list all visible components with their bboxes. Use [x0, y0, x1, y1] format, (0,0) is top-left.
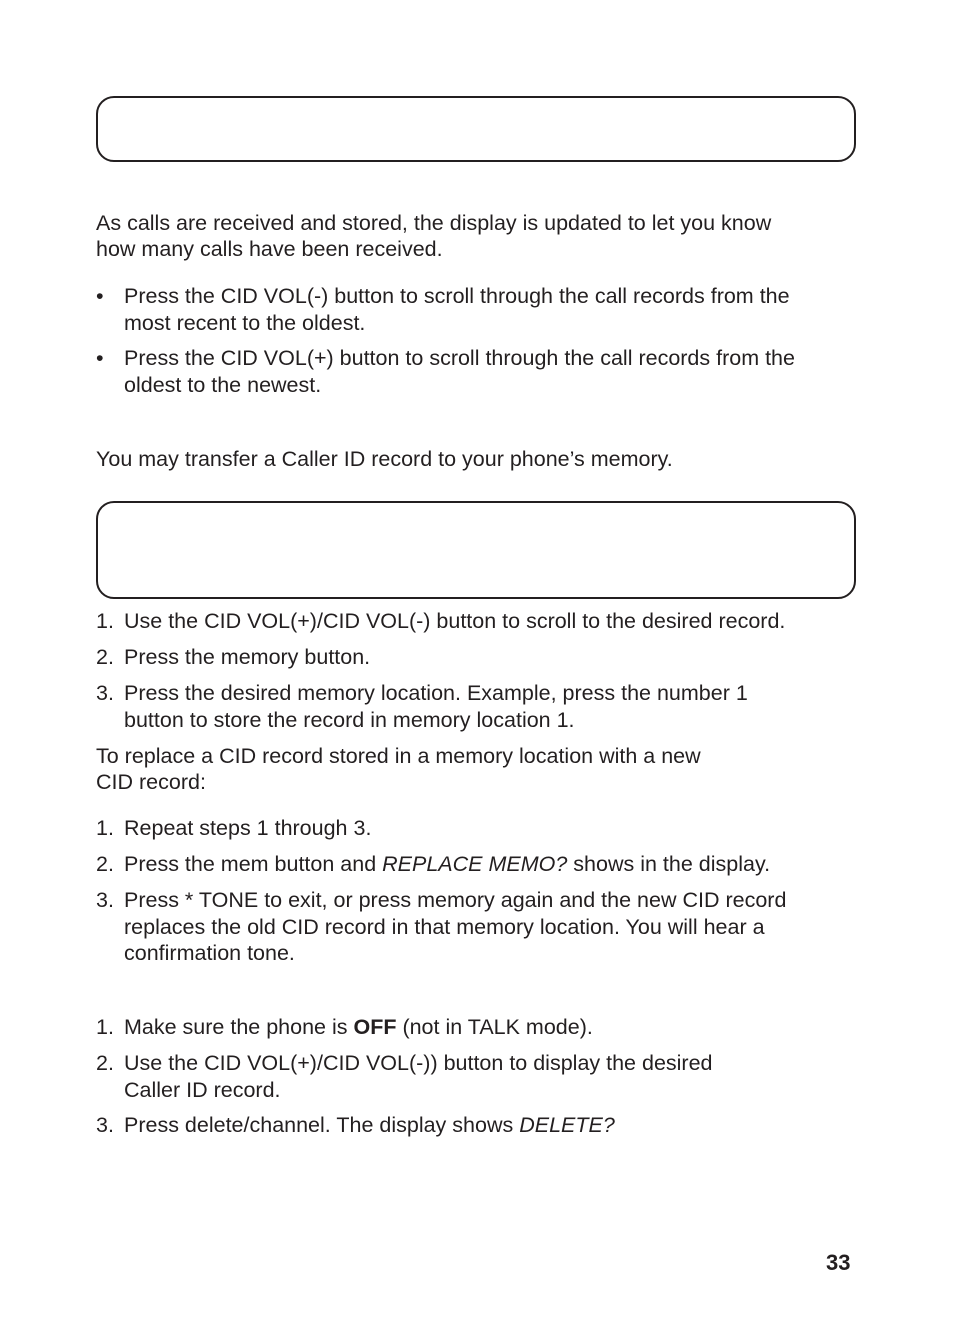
- step-number: 2.: [96, 1051, 114, 1075]
- step-number: 1.: [96, 609, 114, 633]
- step-text-line: button to store the record in memory location 1.: [124, 707, 575, 732]
- step-text: Press the memory button.: [124, 645, 371, 669]
- replace-intro-line-1: To replace a CID record stored in a memory location with a new: [96, 744, 701, 768]
- bullet-marker: •: [96, 346, 104, 370]
- bullet-text-line: most recent to the oldest.: [124, 310, 366, 335]
- step-text: Repeat steps 1 through 3.: [124, 816, 372, 840]
- intro-paragraph: [96, 210, 771, 262]
- step-text-line: confirmation tone.: [124, 941, 295, 965]
- step-text: (not in TALK mode).: [396, 1015, 593, 1039]
- step-text: Press the mem button and: [124, 852, 383, 876]
- step-text-line: Use the CID VOL(+)/CID VOL(-)) button to display the desired: [124, 1051, 713, 1075]
- replace-intro: [96, 743, 701, 795]
- bullet-text-line: oldest to the newest.: [124, 372, 322, 397]
- replace-step: [96, 815, 856, 842]
- intro-line-2: how many calls have been received.: [96, 237, 443, 261]
- step-number: 3.: [96, 888, 114, 912]
- step-text: shows in the display.: [567, 852, 771, 876]
- step-number: 2.: [96, 852, 114, 876]
- page-number: 33: [826, 1250, 851, 1275]
- step-number: 1.: [96, 1015, 114, 1039]
- step-text-line: Caller ID record.: [124, 1077, 281, 1102]
- store-step: [96, 608, 856, 635]
- step-text-line: Press the desired memory location. Example, press the number 1: [124, 681, 748, 705]
- replace-intro-line-2: CID record:: [96, 770, 206, 794]
- step-text-line: Press * TONE to exit, or press memory again and the new CID record: [124, 888, 787, 912]
- replace-step: [96, 851, 856, 878]
- bullet-item: [96, 283, 856, 336]
- step-text: Press delete/channel. The display shows: [124, 1113, 520, 1137]
- replace-step: [96, 887, 856, 967]
- display-message: REPLACE MEMO?: [382, 852, 568, 876]
- bullet-text-line: Press the CID VOL(+) button to scroll through the call records from the: [124, 346, 795, 370]
- transfer-intro: You may transfer a Caller ID record to your phone’s memory.: [96, 447, 673, 471]
- bullet-marker: •: [96, 284, 104, 308]
- heading-box-top: [96, 96, 856, 162]
- store-step: [96, 644, 856, 671]
- heading-box-middle: [96, 501, 856, 599]
- delete-step: [96, 1014, 856, 1041]
- store-step: [96, 680, 856, 733]
- step-text: Make sure the phone is: [124, 1015, 354, 1039]
- off-state-label: OFF: [353, 1015, 397, 1039]
- bullet-text-line: Press the CID VOL(-) button to scroll through the call records from the: [124, 284, 790, 308]
- delete-step: [96, 1050, 856, 1103]
- step-number: 3.: [96, 1113, 114, 1137]
- step-number: 2.: [96, 645, 114, 669]
- step-number: 3.: [96, 681, 114, 705]
- intro-line-1: As calls are received and stored, the display is updated to let you know: [96, 211, 772, 235]
- step-text-line: replaces the old CID record in that memory location. You will hear a: [124, 914, 765, 939]
- step-number: 1.: [96, 816, 114, 840]
- bullet-item: [96, 345, 856, 398]
- display-message: DELETE?: [519, 1113, 615, 1137]
- step-text: Use the CID VOL(+)/CID VOL(-) button to scroll to the desired record.: [124, 609, 786, 633]
- delete-step: [96, 1112, 856, 1139]
